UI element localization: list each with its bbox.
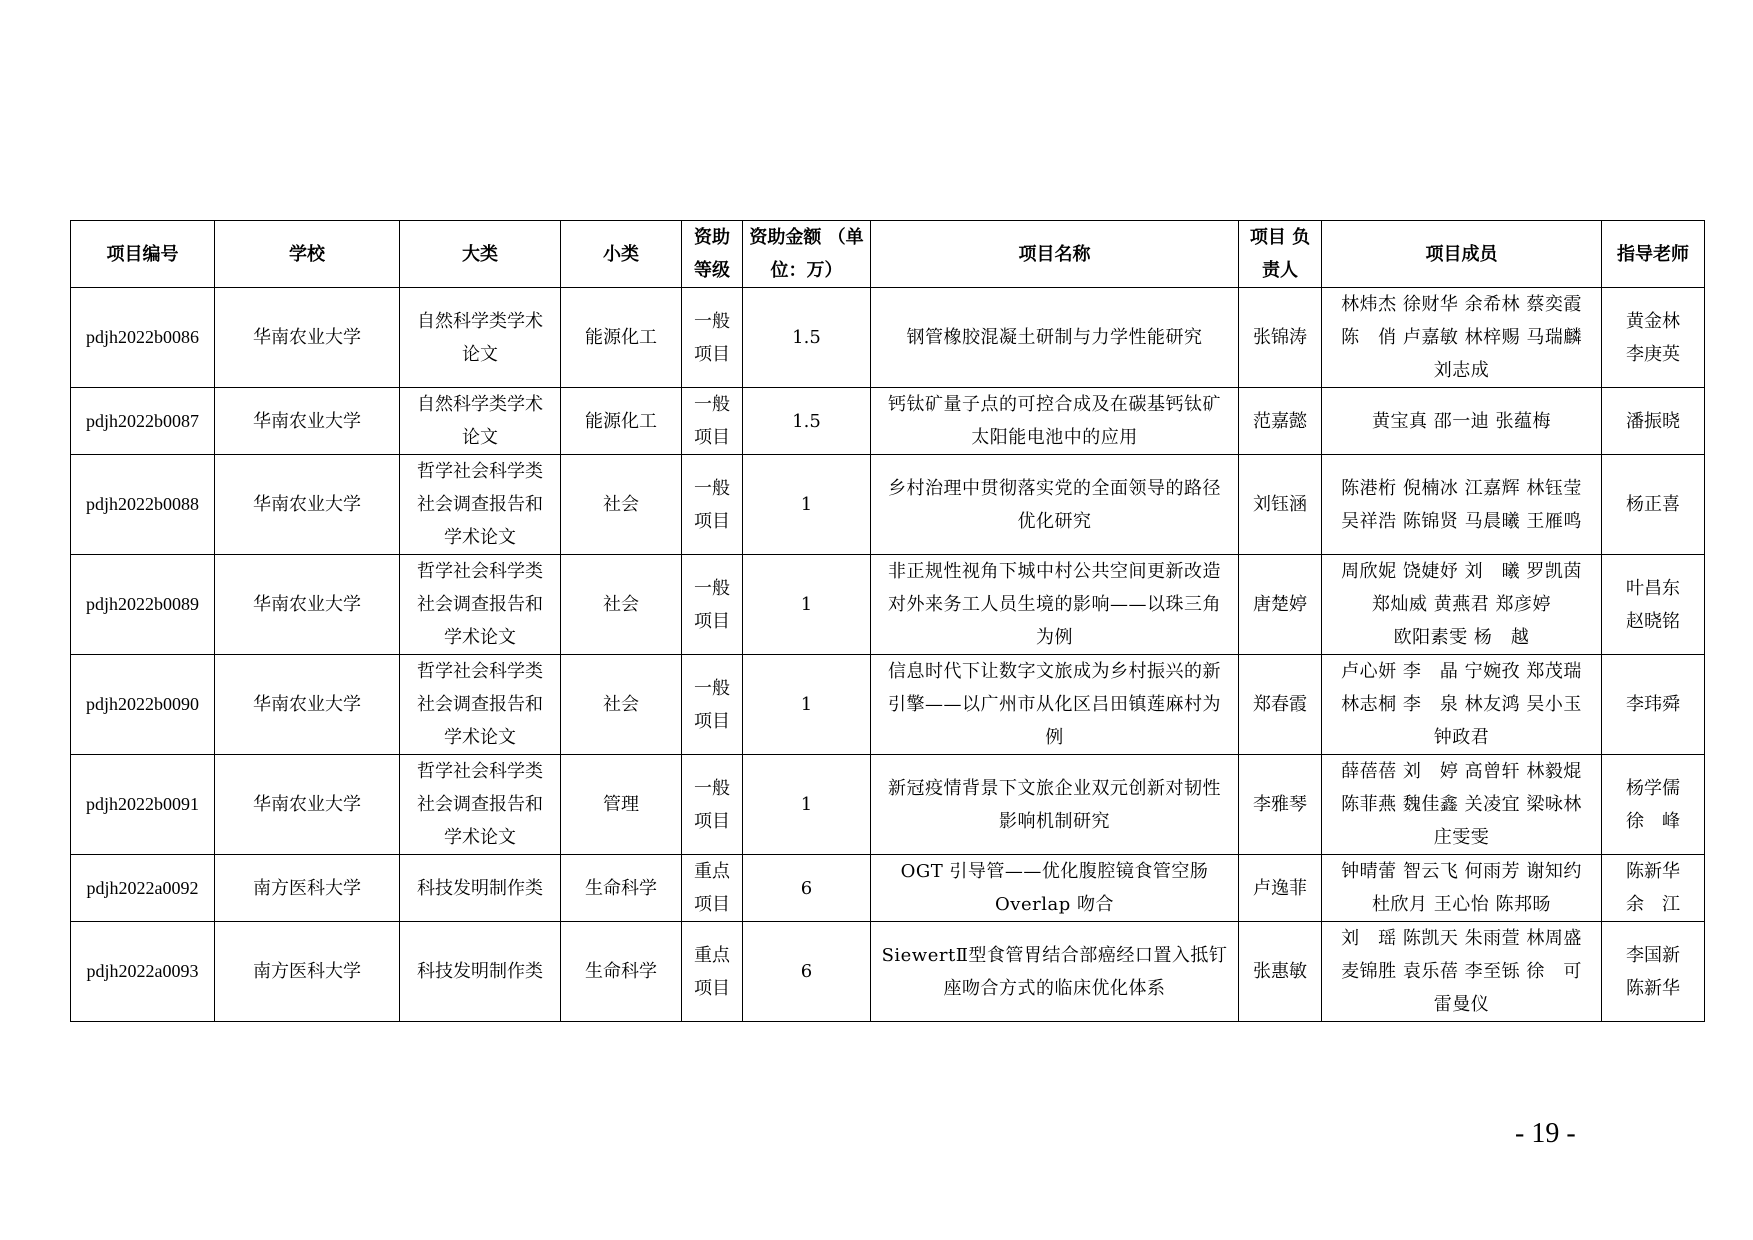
cell-advisor <box>1602 655 1705 755</box>
cell-school-text: 华南农业大学 <box>253 594 361 615</box>
header-leader: 项目 负责人 <box>1239 221 1322 288</box>
cell-leader <box>1239 455 1322 555</box>
cell-subcategory-text: 社会 <box>603 494 639 515</box>
cell-members <box>1322 555 1602 655</box>
cell-amount-text: 1 <box>800 794 813 815</box>
cell-leader-text: 张锦涛 <box>1253 327 1307 348</box>
table-body <box>71 288 1705 1022</box>
cell-amount <box>743 555 871 655</box>
header-level: 资助 等级 <box>682 221 743 288</box>
cell-level <box>682 655 743 755</box>
header-amount: 资助金额 （单位：万） <box>743 221 871 288</box>
cell-code <box>71 455 215 555</box>
cell-leader <box>1239 922 1322 1022</box>
cell-title-text: OGT 引导管——优化腹腔镜食管空肠 Overlap 吻合 <box>900 861 1209 915</box>
cell-level <box>682 755 743 855</box>
table-row <box>71 288 1705 388</box>
cell-level <box>682 455 743 555</box>
cell-leader-text: 张惠敏 <box>1253 961 1307 982</box>
cell-category <box>400 388 561 455</box>
table-row <box>71 922 1705 1022</box>
cell-members-text: 钟晴蕾 智云飞 何雨芳 谢知约 杜欣月 王心怡 陈邦旸 <box>1341 861 1582 915</box>
cell-leader <box>1239 755 1322 855</box>
cell-leader-text: 范嘉懿 <box>1253 410 1307 432</box>
cell-code-text: pdjh2022b0089 <box>85 594 199 614</box>
cell-school-text: 华南农业大学 <box>253 494 361 515</box>
cell-subcategory-text: 生命科学 <box>585 877 657 899</box>
cell-advisor-text: 潘振晓 <box>1626 410 1680 432</box>
cell-level-text: 一般 项目 <box>694 310 730 365</box>
cell-subcategory <box>561 655 682 755</box>
cell-leader <box>1239 855 1322 922</box>
cell-level-text: 一般 项目 <box>694 394 730 448</box>
cell-subcategory-text: 社会 <box>603 694 639 715</box>
cell-level-text: 重点 项目 <box>694 944 730 999</box>
cell-subcategory-text: 社会 <box>603 594 639 615</box>
cell-code <box>71 555 215 655</box>
header-row <box>71 221 1705 288</box>
header-advisor: 指导老师 <box>1602 221 1705 288</box>
cell-advisor-text: 杨正喜 <box>1626 494 1680 515</box>
cell-code <box>71 288 215 388</box>
cell-amount <box>743 755 871 855</box>
cell-category-text: 哲学社会科学类 社会调查报告和 学术论文 <box>417 761 543 848</box>
cell-title-text: 乡村治理中贯彻落实党的全面领导的路径 优化研究 <box>888 477 1221 532</box>
cell-category <box>400 655 561 755</box>
cell-title-text: 钙钛矿量子点的可控合成及在碳基钙钛矿 太阳能电池中的应用 <box>888 394 1221 448</box>
cell-members <box>1322 455 1602 555</box>
cell-level-text: 一般 项目 <box>694 477 730 532</box>
cell-level <box>682 555 743 655</box>
cell-level <box>682 388 743 455</box>
cell-level-text: 一般 项目 <box>694 577 730 632</box>
cell-subcategory <box>561 555 682 655</box>
cell-school <box>215 455 400 555</box>
cell-code-text: pdjh2022a0092 <box>86 877 199 898</box>
cell-title <box>871 855 1239 922</box>
cell-code <box>71 755 215 855</box>
cell-school-text: 南方医科大学 <box>253 961 361 982</box>
cell-code <box>71 922 215 1022</box>
cell-category-text: 科技发明制作类 <box>417 877 543 899</box>
table-row <box>71 755 1705 855</box>
cell-advisor <box>1602 388 1705 455</box>
cell-title-text: 钢管橡胶混凝土研制与力学性能研究 <box>906 327 1203 348</box>
cell-leader-text: 李雅琴 <box>1253 794 1307 815</box>
cell-leader <box>1239 288 1322 388</box>
cell-level <box>682 855 743 922</box>
header-subcategory: 小类 <box>561 221 682 288</box>
project-table <box>70 220 1705 1022</box>
cell-code-text: pdjh2022b0088 <box>85 494 199 514</box>
cell-category <box>400 288 561 388</box>
cell-members-text: 卢心妍 李 晶 宁婉孜 郑茂瑞 林志桐 李 泉 林友鸿 吴小玉 钟政君 <box>1341 661 1582 748</box>
cell-members <box>1322 388 1602 455</box>
table-row <box>71 388 1705 455</box>
cell-advisor <box>1602 288 1705 388</box>
cell-school <box>215 555 400 655</box>
cell-title <box>871 655 1239 755</box>
cell-code-text: pdjh2022b0086 <box>85 327 199 347</box>
cell-advisor-text: 李国新 陈新华 <box>1626 944 1680 999</box>
cell-advisor <box>1602 555 1705 655</box>
cell-subcategory <box>561 455 682 555</box>
cell-school <box>215 922 400 1022</box>
table-row <box>71 455 1705 555</box>
cell-code-text: pdjh2022b0087 <box>85 410 199 431</box>
cell-school-text: 华南农业大学 <box>253 794 361 815</box>
cell-members-text: 周欣妮 饶婕妤 刘 曦 罗凯茵 郑灿威 黄燕君 郑彦婷 欧阳素雯 杨 越 <box>1341 561 1582 648</box>
cell-advisor <box>1602 922 1705 1022</box>
cell-code-text: pdjh2022b0090 <box>85 694 199 714</box>
cell-amount-text: 1.5 <box>792 327 821 348</box>
cell-code-text: pdjh2022a0093 <box>86 961 199 981</box>
cell-advisor-text: 叶昌东 赵晓铭 <box>1626 577 1680 632</box>
cell-advisor <box>1602 755 1705 855</box>
cell-amount <box>743 388 871 455</box>
cell-advisor-text: 杨学儒 徐 峰 <box>1626 777 1680 832</box>
cell-leader <box>1239 555 1322 655</box>
header-members: 项目成员 <box>1322 221 1602 288</box>
cell-leader-text: 唐楚婷 <box>1253 594 1307 615</box>
cell-category <box>400 755 561 855</box>
cell-title <box>871 555 1239 655</box>
table-row <box>71 855 1705 922</box>
header-title: 项目名称 <box>871 221 1239 288</box>
cell-leader <box>1239 388 1322 455</box>
cell-category <box>400 555 561 655</box>
cell-title-text: 非正规性视角下城中村公共空间更新改造 对外来务工人员生境的影响——以珠三角 为例 <box>888 561 1221 648</box>
cell-school-text: 南方医科大学 <box>253 877 361 899</box>
cell-amount <box>743 455 871 555</box>
cell-members-text: 薛蓓蓓 刘 婷 高曾轩 林毅焜 陈菲燕 魏佳鑫 关凌宜 梁咏林 庄雯雯 <box>1341 761 1582 848</box>
cell-code <box>71 388 215 455</box>
cell-category <box>400 455 561 555</box>
cell-amount-text: 1 <box>800 494 813 515</box>
cell-school <box>215 288 400 388</box>
cell-school-text: 华南农业大学 <box>253 694 361 715</box>
table-row <box>71 555 1705 655</box>
cell-members <box>1322 288 1602 388</box>
cell-advisor-text: 黄金林 李庚英 <box>1626 310 1680 365</box>
cell-code <box>71 855 215 922</box>
cell-members-text: 陈港桁 倪楠冰 江嘉辉 林钰莹 吴祥浩 陈锦贤 马晨曦 王雁鸣 <box>1341 477 1582 532</box>
cell-members <box>1322 855 1602 922</box>
cell-title <box>871 755 1239 855</box>
cell-category-text: 哲学社会科学类 社会调查报告和 学术论文 <box>417 561 543 648</box>
cell-amount <box>743 855 871 922</box>
cell-amount <box>743 288 871 388</box>
cell-members <box>1322 755 1602 855</box>
cell-code <box>71 655 215 755</box>
cell-school <box>215 855 400 922</box>
cell-leader <box>1239 655 1322 755</box>
cell-title <box>871 388 1239 455</box>
cell-title-text: SiewertⅡ型食管胃结合部癌经口置入抵钉 座吻合方式的临床优化体系 <box>881 944 1228 999</box>
cell-school-text: 华南农业大学 <box>253 410 361 432</box>
cell-leader-text: 卢逸菲 <box>1253 877 1307 899</box>
cell-category-text: 科技发明制作类 <box>417 961 543 982</box>
cell-level-text: 重点 项目 <box>694 861 730 915</box>
cell-title-text: 新冠疫情背景下文旅企业双元创新对韧性 影响机制研究 <box>888 777 1221 832</box>
cell-leader-text: 刘钰涵 <box>1253 494 1307 515</box>
cell-subcategory-text: 管理 <box>603 794 639 815</box>
cell-subcategory <box>561 388 682 455</box>
cell-code-text: pdjh2022b0091 <box>85 794 199 814</box>
cell-amount-text: 6 <box>800 877 813 899</box>
cell-level <box>682 288 743 388</box>
cell-title <box>871 455 1239 555</box>
cell-members <box>1322 922 1602 1022</box>
cell-school <box>215 755 400 855</box>
cell-subcategory <box>561 922 682 1022</box>
cell-category <box>400 855 561 922</box>
cell-subcategory-text: 能源化工 <box>585 327 657 348</box>
cell-advisor <box>1602 855 1705 922</box>
cell-title <box>871 288 1239 388</box>
cell-level-text: 一般 项目 <box>694 777 730 832</box>
cell-category-text: 哲学社会科学类 社会调查报告和 学术论文 <box>417 461 543 548</box>
cell-school <box>215 388 400 455</box>
cell-subcategory <box>561 755 682 855</box>
cell-title <box>871 922 1239 1022</box>
header-code: 项目编号 <box>71 221 215 288</box>
cell-title-text: 信息时代下让数字文旅成为乡村振兴的新 引擎——以广州市从化区吕田镇莲麻村为 例 <box>888 661 1221 748</box>
cell-level <box>682 922 743 1022</box>
cell-category-text: 哲学社会科学类 社会调查报告和 学术论文 <box>417 661 543 748</box>
cell-amount <box>743 655 871 755</box>
cell-advisor-text: 李玮舜 <box>1626 694 1680 715</box>
header-school: 学校 <box>215 221 400 288</box>
cell-members-text: 黄宝真 邵一迪 张蕴梅 <box>1372 410 1551 432</box>
cell-amount-text: 1 <box>800 594 813 615</box>
cell-amount-text: 1 <box>800 694 813 715</box>
cell-category <box>400 922 561 1022</box>
cell-category-text: 自然科学类学术 论文 <box>417 394 543 448</box>
cell-subcategory-text: 生命科学 <box>585 961 657 982</box>
cell-members-text: 林炜杰 徐财华 余希林 蔡奕霞 陈 俏 卢嘉敏 林梓赐 马瑞麟 刘志成 <box>1341 294 1582 381</box>
cell-members <box>1322 655 1602 755</box>
cell-school-text: 华南农业大学 <box>253 327 361 348</box>
cell-category-text: 自然科学类学术 论文 <box>417 310 543 365</box>
table-row <box>71 655 1705 755</box>
cell-subcategory <box>561 288 682 388</box>
cell-subcategory-text: 能源化工 <box>585 410 657 432</box>
cell-amount-text: 1.5 <box>792 410 821 432</box>
cell-level-text: 一般 项目 <box>694 677 730 732</box>
page-number: - 19 - <box>1515 1118 1576 1149</box>
header-category: 大类 <box>400 221 561 288</box>
cell-amount <box>743 922 871 1022</box>
cell-advisor <box>1602 455 1705 555</box>
cell-subcategory <box>561 855 682 922</box>
cell-school <box>215 655 400 755</box>
cell-advisor-text: 陈新华 余 江 <box>1626 861 1680 915</box>
cell-leader-text: 郑春霞 <box>1253 694 1307 715</box>
cell-members-text: 刘 瑶 陈凯天 朱雨萱 林周盛 麦锦胜 袁乐蓓 李至铄 徐 可 雷曼仪 <box>1341 928 1582 1015</box>
cell-amount-text: 6 <box>800 961 813 982</box>
